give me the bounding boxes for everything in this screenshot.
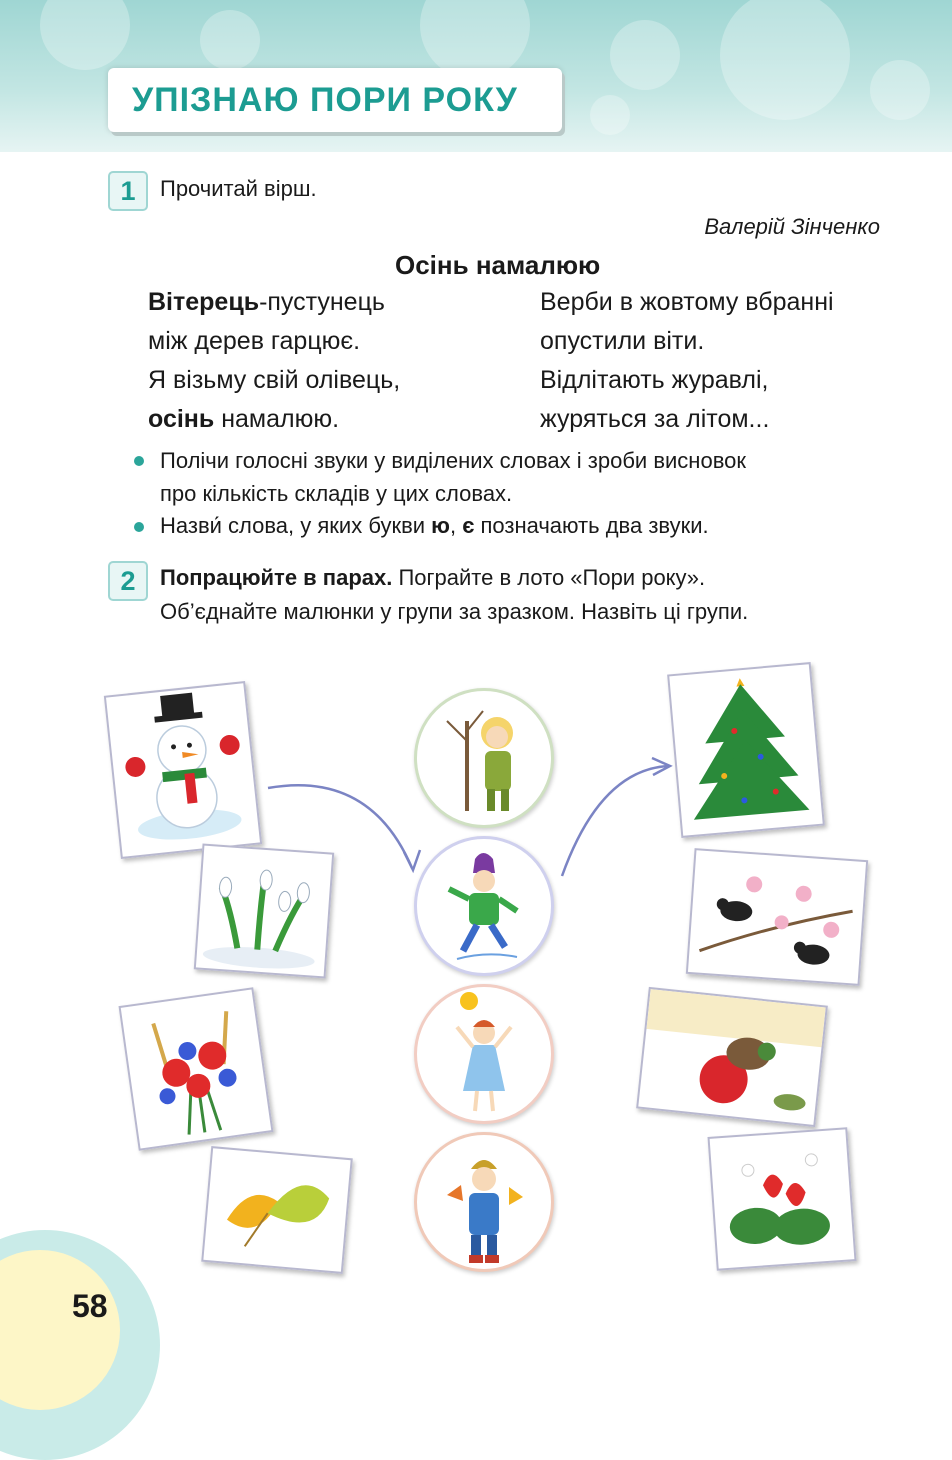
poem-author: Валерій Зінченко (704, 214, 880, 239)
girl-sun-icon (417, 987, 551, 1121)
task2-line2: Об’єднайте малюнки у групи за зразком. Назвіть ці групи. (160, 599, 749, 624)
poem-title: Осінь намалюю (395, 250, 601, 280)
poem-line: Я візьму свій олівець, (148, 366, 401, 394)
card-snowman[interactable] (104, 681, 262, 859)
poem-line: Відлітають журавлі, (540, 366, 769, 394)
page-title: УПІЗНАЮ ПОРИ РОКУ (132, 81, 518, 119)
task-number-1: 1 (108, 171, 148, 211)
snowdrop-icon (196, 846, 332, 977)
circle-summer-child[interactable] (414, 984, 554, 1124)
strawberry-icon (710, 1129, 855, 1268)
card-christmas-tree[interactable] (667, 662, 825, 838)
poem-line: між дерев гарцює. (148, 327, 361, 355)
bouquet-icon (121, 990, 271, 1149)
circle-winter-child[interactable] (414, 836, 554, 976)
bullet-text: про кількість складів у цих словах. (160, 481, 513, 506)
poem-line: Верби в жовтому вбранні (540, 288, 834, 316)
birds-icon (688, 850, 866, 984)
poem-line: журяться за літом... (540, 405, 770, 433)
task1-instruction: Прочитай вірш. (160, 176, 317, 201)
child-skating-icon (417, 839, 551, 973)
bullet-text: Полічи голосні звуки у виділених словах і зроби висновок (160, 448, 746, 473)
poem-line: осінь намалюю. (148, 405, 340, 433)
hedgehog-icon (638, 989, 825, 1125)
leaf-icon (203, 1148, 350, 1272)
child-planting-icon (417, 691, 551, 825)
card-birds[interactable] (686, 848, 868, 986)
circle-spring-child[interactable] (414, 688, 554, 828)
page-number: 58 (72, 1288, 108, 1324)
christmas-tree-icon (669, 664, 822, 836)
poem-line: Вітерець-пустунець (148, 288, 385, 316)
task-number-2: 2 (108, 561, 148, 601)
card-hedgehog[interactable] (636, 987, 828, 1127)
card-snowdrops[interactable] (194, 844, 334, 979)
bullet-text: Назви́ слова, у яких букви ю, є позначають два звуки. (160, 513, 709, 538)
snowman-icon (106, 683, 260, 857)
poem-line: опустили віти. (540, 327, 705, 355)
card-bouquet[interactable] (119, 987, 274, 1151)
circle-autumn-child[interactable] (414, 1132, 554, 1272)
task2-line1: Попрацюйте в парах. Пограйте в лото «Пори року». (160, 565, 706, 590)
card-leaves[interactable] (201, 1146, 353, 1274)
child-leaves-icon (417, 1135, 551, 1269)
card-strawberries[interactable] (707, 1127, 856, 1270)
